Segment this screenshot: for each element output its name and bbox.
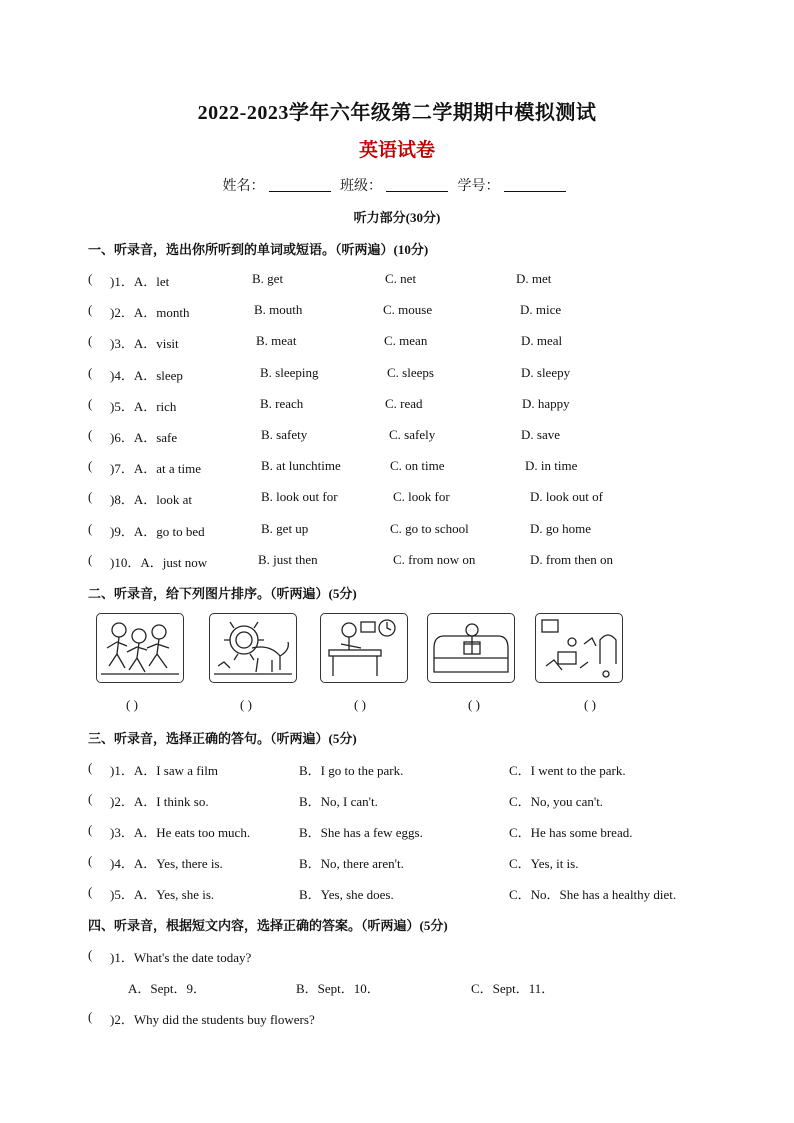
page-title: 2022-2023学年六年级第二学期期中模拟测试 [197, 102, 597, 124]
question-number-and-option-a: )8．A．look at [110, 492, 192, 508]
option-c: C. net [385, 271, 417, 286]
question-number-and-option-a: )5．A．Yes, she is. [110, 887, 215, 902]
option-b: B．Sept．10． [296, 981, 380, 996]
option-d: D. from then on [530, 551, 614, 567]
messy-room-picture [535, 613, 623, 683]
option-d: D. go home [530, 520, 592, 536]
option-d: D. in time [525, 458, 578, 474]
question-text: )1．What's the date today? [110, 950, 252, 965]
option-a: A．Sept．9． [128, 981, 207, 996]
option-c: C. look for [393, 489, 450, 505]
option-c: C．He has some bread. [509, 825, 633, 840]
lion-picture [209, 613, 297, 683]
class-blank[interactable] [386, 177, 448, 192]
question-number-and-option-a: )10．A．just now [110, 554, 208, 570]
man-on-sofa-picture [427, 613, 515, 683]
option-b: B．I go to the park. [299, 763, 404, 778]
name-label: 姓名： [222, 179, 265, 194]
answer-paren[interactable]: ( [88, 853, 93, 868]
option-d: D. met [516, 271, 552, 286]
option-b: B. look out for [261, 489, 338, 505]
answer-paren[interactable]: ( [88, 947, 93, 962]
option-b: B. at lunchtime [261, 458, 341, 474]
option-d: D. save [521, 427, 560, 442]
question-number-and-option-a: )3．A．visit [110, 336, 179, 352]
answer-paren[interactable]: ( [88, 551, 93, 567]
option-b: B. get up [261, 520, 309, 536]
option-b: B. reach [260, 395, 304, 411]
question-number-and-option-a: )1．A．let [110, 274, 170, 289]
option-b: B．No, there aren't. [299, 856, 404, 871]
section-4-title: 四、听录音，根据短文内容，选择正确的答案。（听两遍）(5分) [88, 918, 448, 933]
answer-paren[interactable]: ( [88, 791, 93, 806]
question-number-and-option-a: )3．A．He eats too much. [110, 825, 251, 840]
option-b: B. get [252, 271, 284, 286]
option-d: D. look out of [530, 489, 603, 505]
id-blank[interactable] [504, 177, 566, 192]
id-label: 学号： [457, 179, 500, 194]
question-number-and-option-a: )4．A．Yes, there is. [110, 856, 223, 871]
question-number-and-option-a: )7．A．at a time [110, 461, 201, 477]
option-c: C．No．She has a healthy diet. [509, 887, 677, 902]
option-d: D. sleepy [521, 364, 571, 380]
answer-paren[interactable]: ( [88, 364, 93, 380]
section-3-title: 三、听录音，选择正确的答句。（听两遍）(5分) [88, 731, 357, 746]
question-number-and-option-a: )2．A．month [110, 305, 190, 321]
answer-paren[interactable]: ( [88, 520, 93, 536]
question-number-and-option-a: )2．A．I think so. [110, 794, 209, 809]
option-c: C. go to school [390, 520, 469, 536]
question-text: )2．Why did the students buy flowers? [110, 1012, 315, 1027]
picture-2-answer[interactable]: ( ) [240, 697, 252, 712]
option-b: B. just then [258, 551, 318, 567]
boy-at-desk-picture [320, 613, 408, 683]
answer-paren[interactable]: ( [88, 458, 93, 474]
name-blank[interactable] [269, 177, 331, 192]
question-number-and-option-a: )1．A．I saw a film [110, 763, 218, 778]
answer-paren[interactable]: ( [88, 489, 93, 505]
option-c: C．Yes, it is. [509, 856, 579, 871]
option-d: D. happy [522, 395, 570, 411]
option-c: C. on time [390, 458, 445, 474]
question-number-and-option-a: )5．A．rich [110, 398, 177, 414]
option-c: C．Sept．11． [471, 981, 555, 996]
section-2-title: 二、听录音，给下列图片排序。（听两遍）(5分) [88, 586, 357, 601]
option-c: C．I went to the park. [509, 763, 626, 778]
question-number-and-option-a: )9．A．go to bed [110, 523, 205, 539]
option-c: C. safely [389, 427, 436, 442]
option-d: D. mice [520, 302, 562, 318]
option-b: B. mouth [254, 302, 303, 318]
answer-paren[interactable]: ( [88, 333, 93, 349]
listening-part-title: 听力部分(30分) [353, 210, 441, 225]
answer-paren[interactable]: ( [88, 760, 93, 775]
option-c: C. sleeps [387, 364, 434, 380]
option-b: B．She has a few eggs. [299, 825, 423, 840]
option-c: C. from now on [393, 551, 476, 567]
option-c: C．No, you can't. [509, 794, 604, 809]
option-b: B．Yes, she does. [299, 887, 394, 902]
answer-paren[interactable]: ( [88, 302, 93, 318]
children-running-picture [96, 613, 184, 683]
answer-paren[interactable]: ( [88, 427, 93, 442]
answer-paren[interactable]: ( [88, 1009, 93, 1024]
answer-paren[interactable]: ( [88, 271, 93, 286]
picture-1-answer[interactable]: ( ) [126, 697, 138, 712]
question-number-and-option-a: )6．A．safe [110, 430, 178, 445]
class-label: 班级： [340, 179, 382, 194]
picture-5-answer[interactable]: ( ) [584, 697, 596, 712]
answer-paren[interactable]: ( [88, 395, 93, 411]
picture-3-answer[interactable]: ( ) [354, 697, 366, 712]
student-info [0, 175, 794, 195]
option-b: B．No, I can't. [299, 794, 378, 809]
answer-paren[interactable]: ( [88, 884, 93, 899]
option-b: B. sleeping [260, 364, 319, 380]
option-c: C. mouse [383, 302, 433, 318]
page-subtitle: 英语试卷 [358, 140, 435, 161]
answer-paren[interactable]: ( [88, 822, 93, 837]
picture-4-answer[interactable]: ( ) [468, 697, 480, 712]
option-c: C. read [385, 395, 423, 411]
option-d: D. meal [521, 333, 563, 349]
section-1-title: 一、听录音，选出你所听到的单词或短语。（听两遍）(10分) [88, 242, 429, 257]
option-c: C. mean [384, 333, 428, 349]
option-b: B. meat [256, 333, 297, 349]
question-number-and-option-a: )4．A．sleep [110, 367, 183, 383]
option-b: B. safety [261, 427, 308, 442]
